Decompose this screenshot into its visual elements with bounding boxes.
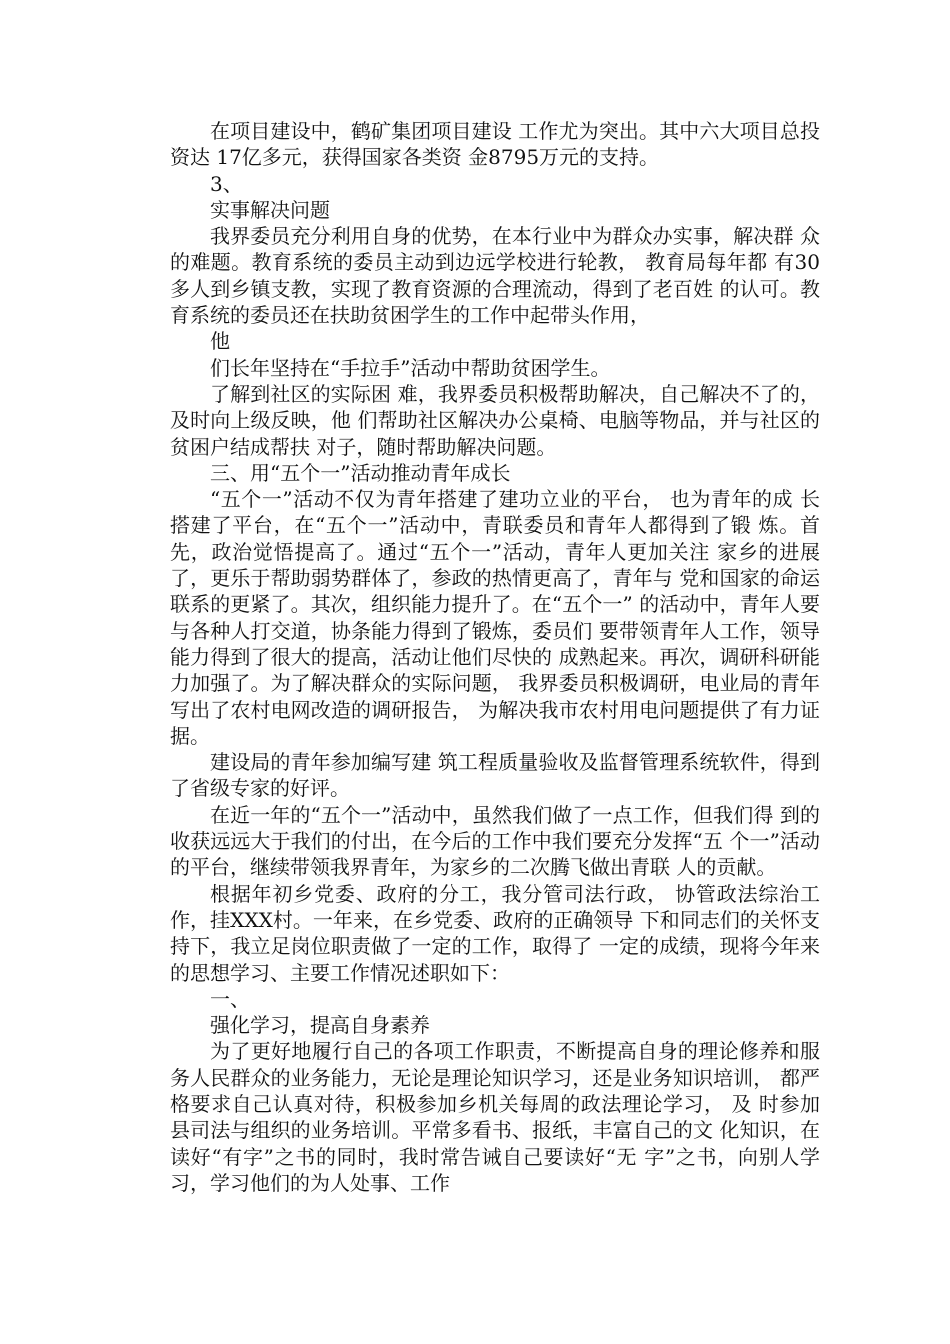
paragraph: 三、用“五个一”活动推动青年成长	[210, 460, 511, 485]
paragraph: 根据年初乡党委、政府的分工，我分管司法行政， 协管政法综治工作，挂XXX村。一年来，在乡党委、政府的正确领导 下和同志们的关怀支持下，我立足岗位职责做了一定的工作，取得了 一定的成绩，现将今年来的思想学习、主要工作情况述职如下：	[170, 881, 820, 985]
paragraph: 3、	[210, 171, 243, 196]
paragraph: 实事解决问题	[210, 197, 330, 222]
paragraph: 在项目建设中，鹤矿集团项目建设 工作尤为突出。其中六大项目总投资达 17亿多元，获得国家各类资 金8795万元的支持。	[170, 119, 820, 170]
paragraph: 我界委员充分利用自身的优势，在本行业中为群众办实事，解决群 众的难题。教育系统的委员主动到边远学校进行轮教， 教育局每年都 有30多人到乡镇支教，实现了教育资源的合理流动，得到了老百姓 的认可。教育系统的委员还在扶助贫困学生的工作中起带头作用，	[170, 224, 820, 328]
paragraph: 在近一年的“五个一”活动中，虽然我们做了一点工作，但我们得 到的收获远远大于我们的付出，在今后的工作中我们要充分发挥“五 个一”活动的平台，继续带领我界青年，为家乡的二次腾飞做出青联 人的贡献。	[170, 802, 820, 880]
paragraph: 们长年坚持在“手拉手”活动中帮助贫困学生。	[210, 355, 611, 380]
paragraph: 了解到社区的实际困 难，我界委员积极帮助解决，自己解决不了的，及时向上级反映，他 们帮助社区解决办公桌椅、电脑等物品，并与社区的贫困户结成帮扶 对子，随时帮助解决问题。	[170, 381, 820, 459]
document-body	[170, 118, 820, 1196]
paragraph: 为了更好地履行自己的各项工作职责，不断提高自身的理论修养和服 务人民群众的业务能力，无论是理论知识学习，还是业务知识培训， 都严格要求自己认真对待，积极参加乡机关每周的政法理论学习， 及 时参加县司法与组织的业务培训。平常多看书、报纸，丰富自己的文 化知识，在读好“有字”之书的同时，我时常告诫自己要读好“无 字”之书，向别人学习，学习他们的为人处事、工作	[170, 1039, 820, 1195]
paragraph: 建设局的青年参加编写建 筑工程质量验收及监督管理系统软件，得到了省级专家的好评。	[170, 750, 820, 801]
paragraph: 他	[210, 329, 230, 354]
paragraph: 一、	[210, 986, 250, 1011]
paragraph: 强化学习，提高自身素养	[210, 1013, 430, 1038]
paragraph: “五个一”活动不仅为青年搭建了建功立业的平台， 也为青年的成 长搭建了平台，在“五个一”活动中，青联委员和青年人都得到了锻 炼。首先，政治觉悟提高了。通过“五个一”活动，青年人更加关注 家乡的进展了，更乐于帮助弱势群体了，参政的热情更高了，青年与 党和国家的命运联系的更紧了。其次，组织能力提升了。在“五个一” 的活动中，青年人要与各种人打交道，协条能力得到了锻炼，委员们 要带领青年人工作，领导能力得到了很大的提高，活动让他们尽快的 成熟起来。再次，调研科研能力加强了。为了解决群众的实际问题， 我界委员积极调研，电业局的青年写出了农村电网改造的调研报告， 为解决我市农村用电问题提供了有力证据。	[170, 487, 820, 748]
